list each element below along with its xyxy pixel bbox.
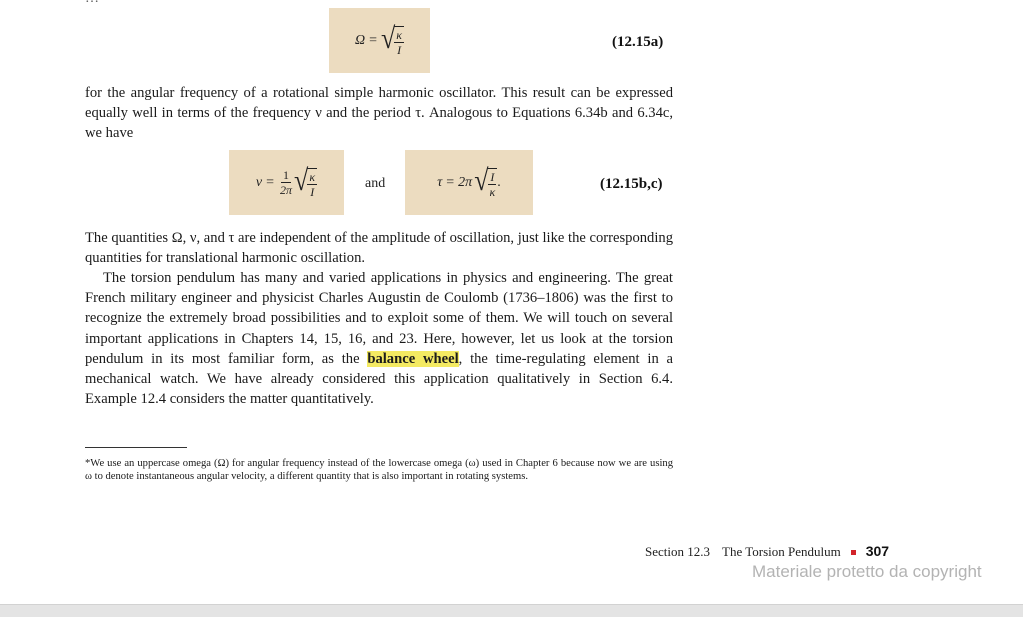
equation-label-12-15bc: (12.15b,c) bbox=[600, 176, 663, 192]
equation-c-coefficient: 2π bbox=[458, 174, 473, 190]
paragraph-text-before-highlight: The torsion pendulum has many and varied applications in physics and engineering. The great French military engineer and physicist Charles Augustin de Coulomb (1736–1806) was the first to recognize the extremely broad possibilities and to exploit some of them. We will touch on several important applications in Chapters 14, 15, 16, and 23. Here, however, let us look at the torsion pendulum in its most familiar form, as the bbox=[85, 270, 673, 367]
equation-connector-and: and bbox=[365, 176, 386, 191]
radical-sign-icon: √ bbox=[294, 162, 309, 197]
paragraph-torsion-pendulum-applications bbox=[85, 268, 673, 409]
equation-c-period: . bbox=[497, 174, 501, 190]
equation-b-frac-numerator: 1 bbox=[283, 168, 290, 182]
equation-a-sqrt-denominator: I bbox=[397, 42, 402, 57]
equation-b-frac-denominator: 2π bbox=[280, 183, 293, 197]
equation-a-sqrt-numerator: κ bbox=[396, 27, 403, 42]
equation-a-lhs: Ω bbox=[354, 32, 366, 48]
page-number: 307 bbox=[865, 543, 890, 559]
equation-a-equals: = bbox=[369, 32, 377, 48]
equation-label-12-15a: (12.15a) bbox=[612, 34, 664, 50]
equation-b-sqrt bbox=[294, 162, 317, 199]
equation-b-sqrt-numerator: κ bbox=[309, 169, 316, 184]
paragraph-text-after-highlight: , the time-regulating element in a mechanical watch. We have already considered this application qualitatively in Section 6.4. Example 12.4 considers the matter quantitatively. bbox=[85, 350, 674, 408]
footnote-divider bbox=[85, 447, 187, 448]
footer-section: Section 12.3 bbox=[645, 544, 710, 559]
footer-title: The Torsion Pendulum bbox=[722, 544, 841, 559]
equation-b-lhs: ν bbox=[255, 174, 263, 190]
equation-c-lhs: τ bbox=[437, 174, 443, 190]
equation-box-12-15a bbox=[329, 8, 430, 73]
footnote-omega: *We use an uppercase omega (Ω) for angular frequency instead of the lowercase omega (ω) used in Chapter 6 because now we are using ω to denote instantaneous angular velocity, a different quantity that is also important in rotating systems. bbox=[85, 458, 673, 483]
equation-a-fraction bbox=[394, 29, 404, 56]
viewer-bottom-bar bbox=[0, 604, 1023, 617]
paragraph-angular-frequency: for the angular frequency of a rotational simple harmonic oscillator. This result can be expressed equally well in terms of the frequency ν and the period τ. Analogous to Equations 6.34b and 6.34c, we have bbox=[85, 85, 673, 142]
equation-box-12-15b bbox=[229, 150, 344, 215]
copyright-watermark: Materiale protetto da copyright bbox=[752, 562, 982, 581]
footer-bullet-icon bbox=[851, 550, 856, 555]
running-footer bbox=[645, 543, 889, 560]
radical-sign-icon: √ bbox=[380, 20, 396, 55]
equation-b-coefficient bbox=[278, 169, 294, 196]
equation-c-equals: = bbox=[446, 174, 455, 190]
paragraph-independent-of-amplitude: The quantities Ω, ν, and τ are independent of the amplitude of oscillation, just like the corresponding quantities for translational harmonic oscillation. bbox=[85, 230, 673, 267]
cropped-top-text bbox=[85, 0, 99, 7]
equation-c-sqrt-denominator: κ bbox=[489, 184, 496, 199]
equation-a-sqrt bbox=[380, 20, 404, 57]
equation-box-12-15c bbox=[405, 150, 533, 215]
highlighted-term-balance-wheel: balance wheel bbox=[367, 350, 459, 367]
equation-b-sqrt-denominator: I bbox=[310, 184, 315, 199]
radical-sign-icon: √ bbox=[474, 162, 489, 197]
equation-c-sqrt-numerator: I bbox=[490, 169, 495, 184]
equation-c-sqrt bbox=[474, 162, 497, 199]
equation-b-equals: = bbox=[266, 174, 275, 190]
